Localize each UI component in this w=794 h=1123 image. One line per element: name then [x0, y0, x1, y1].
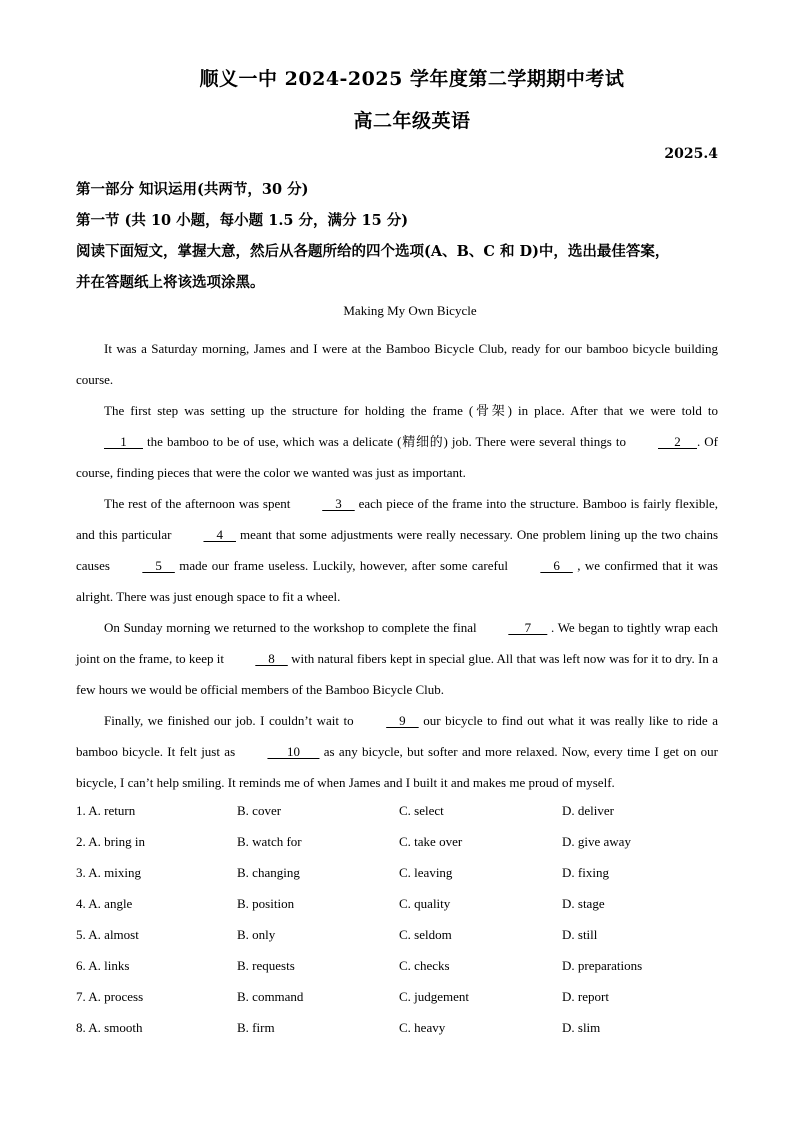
- blank-8: 8: [255, 651, 288, 666]
- part-heading: 第一部分 知识运用(共两节，30 分): [76, 181, 309, 198]
- paragraph-text: The first step was setting up the structure for holding the frame (骨架) in place. After that we were told to: [104, 403, 718, 418]
- blank-9: 9: [386, 713, 419, 728]
- directions-line-1: 阅读下面短文，掌握大意，然后从各题所给的四个选项(A、B、C 和 D)中，选出最佳答案，: [76, 243, 670, 260]
- option-d: D. still: [562, 927, 598, 942]
- paragraph-3: [76, 488, 718, 612]
- option-c: C. checks: [399, 958, 450, 973]
- option-b: B. requests: [237, 958, 295, 973]
- option-c: C. quality: [399, 896, 451, 911]
- option-b: B. changing: [237, 865, 300, 880]
- question-row-8: [76, 1018, 736, 1049]
- option-a: 5. A. almost: [76, 927, 139, 942]
- option-b: B. watch for: [237, 834, 302, 849]
- option-d: D. give away: [562, 834, 631, 849]
- paragraph-1: [76, 333, 718, 395]
- paragraph-text: . Of course, finding pieces that were the color we wanted was just as important.: [76, 434, 718, 480]
- option-d: D. fixing: [562, 865, 609, 880]
- option-c: C. heavy: [399, 1020, 446, 1035]
- blank-2: 2: [658, 434, 697, 449]
- option-a: 1. A. return: [76, 803, 136, 818]
- paragraph-5: [76, 705, 718, 798]
- directions-line-2: 并在答题纸上将该选项涂黑。: [76, 274, 265, 291]
- option-b: B. only: [237, 927, 276, 942]
- exam-date: 2025.4: [664, 146, 718, 162]
- option-d: D. slim: [562, 1020, 601, 1035]
- question-row-5: [76, 925, 736, 956]
- option-a: 6. A. links: [76, 958, 130, 973]
- option-c: C. seldom: [399, 927, 452, 942]
- question-row-2: [76, 832, 736, 863]
- paragraph-text: , we confirmed that it was alright. There was just enough space to fit a wheel.: [76, 558, 718, 604]
- option-b: B. cover: [237, 803, 282, 818]
- option-c: C. select: [399, 803, 444, 818]
- paragraph-text: the bamboo to be of use, which was a delicate (精细的) job. There were several things to: [143, 434, 630, 449]
- option-a: 4. A. angle: [76, 896, 133, 911]
- option-a: 3. A. mixing: [76, 865, 142, 880]
- blank-1: 1: [104, 434, 143, 449]
- question-row-4: [76, 894, 736, 925]
- question-row-1: [76, 801, 736, 832]
- option-c: C. leaving: [399, 865, 453, 880]
- option-a: 8. A. smooth: [76, 1020, 143, 1035]
- question-options: [76, 801, 736, 1049]
- option-d: D. deliver: [562, 803, 614, 818]
- paragraph-text: On Sunday morning we returned to the workshop to complete the final: [104, 620, 481, 635]
- blank-3: 3: [322, 496, 355, 511]
- blank-6: 6: [540, 558, 573, 573]
- paragraph-text: Finally, we finished our job. I couldn’t wait to: [104, 713, 359, 728]
- paragraph-text: each piece of the frame into the structure. Bamboo is fairly flexible, and this particular: [76, 496, 719, 542]
- section-heading: 第一节 (共 10 小题，每小题 1.5 分，满分 15 分): [76, 212, 409, 229]
- blank-7: 7: [508, 620, 548, 635]
- option-d: D. stage: [562, 896, 605, 911]
- paragraph-text: made our frame useless. Luckily, however, after some careful: [174, 558, 513, 573]
- paragraph-4: [76, 612, 718, 705]
- paragraph-text: . We began to tightly wrap each joint on the frame, to keep it: [76, 620, 718, 666]
- blank-10: 10: [267, 744, 320, 759]
- option-d: D. report: [562, 989, 609, 1004]
- exam-subtitle: 高二年级英语: [353, 110, 471, 132]
- option-d: D. preparations: [562, 958, 643, 973]
- option-c: C. judgement: [399, 989, 470, 1004]
- option-c: C. take over: [399, 834, 463, 849]
- paragraph-text: as any bicycle, but softer and more relaxed. Now, every time I get on our bicycle, I can’t help smiling. It reminds me of when James and I built it and makes me proud of myself.: [76, 744, 718, 790]
- paragraph-text: our bicycle to find out what it was really like to ride a bamboo bicycle. It felt just as: [76, 713, 718, 759]
- exam-title: 顺义一中 2024-2025 学年度第二学期期中考试: [199, 68, 625, 90]
- question-row-3: [76, 863, 736, 894]
- option-b: B. command: [237, 989, 304, 1004]
- passage-title: Making My Own Bicycle: [343, 303, 477, 318]
- question-row-7: [76, 987, 736, 1018]
- option-a: 2. A. bring in: [76, 834, 145, 849]
- blank-4: 4: [203, 527, 236, 542]
- option-a: 7. A. process: [76, 989, 144, 1004]
- option-b: B. firm: [237, 1020, 275, 1035]
- paragraph-2: [76, 395, 718, 488]
- blank-5: 5: [142, 558, 175, 573]
- option-b: B. position: [237, 896, 295, 911]
- paragraph-text: with natural fibers kept in special glue. All that was left now was for it to dry. In a few hours we would be official members of the Bamboo Bicycle Club.: [76, 651, 718, 697]
- paragraph-text: It was a Saturday morning, James and I were at the Bamboo Bicycle Club, ready for our bamboo bicycle building course.: [76, 341, 718, 387]
- passage: [76, 333, 718, 798]
- paragraph-text: meant that some adjustments were really necessary. One problem lining up the two chains causes: [76, 527, 719, 573]
- question-row-6: [76, 956, 736, 987]
- paragraph-text: The rest of the afternoon was spent: [104, 496, 295, 511]
